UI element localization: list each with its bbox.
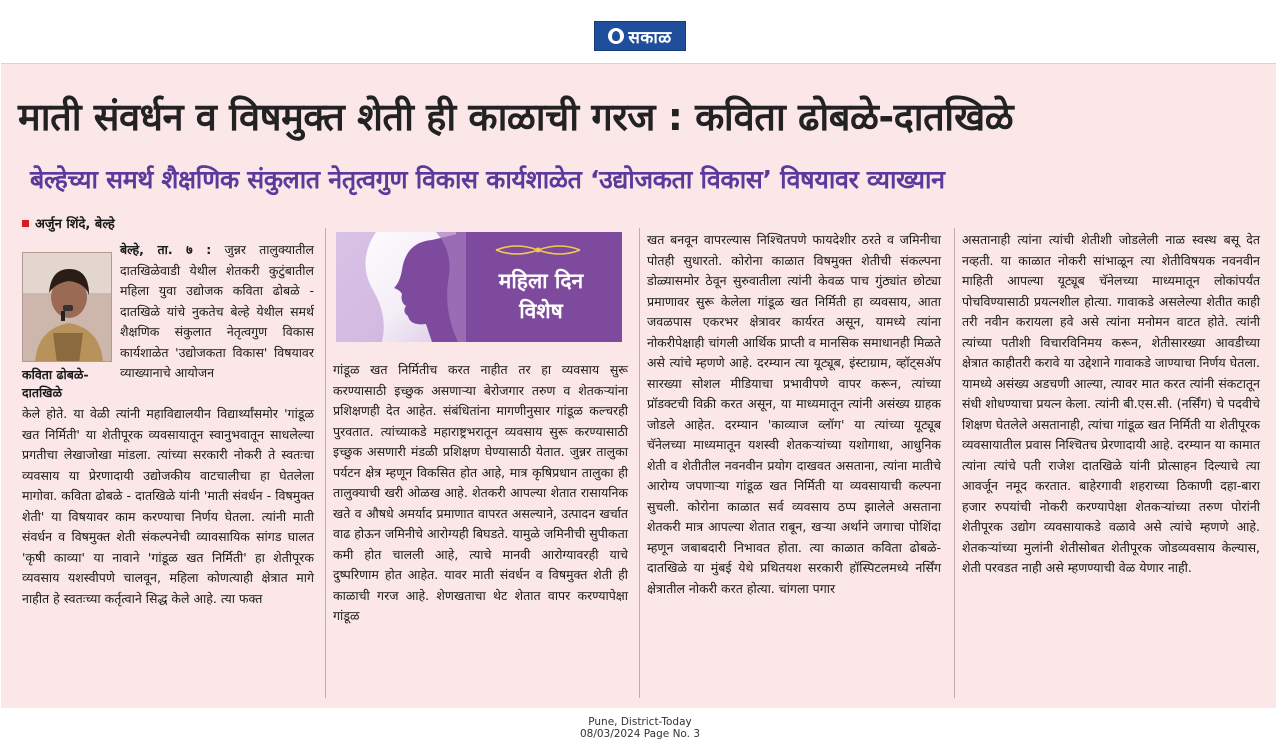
woman-profile-icon: [336, 232, 466, 342]
ornament-icon: [494, 242, 582, 258]
page-footer: [0, 716, 1280, 740]
article-col4: असतानाही त्यांना त्यांची शेतीशी जोडलेली नाळ स्वस्थ बसू देत नव्हती. या काळात नोकरी सांभाळून त्या शेतीविषयक नवनवीन माहिती आपल्या यूट्यूब चॅनेलच्या माध्यमातून लोकांपर्यंत पोचविण्यासाठी प्रयत्नशील होत्या. गावाकडे असलेल्या शेतीत काही तरी नवीन करायला हवे असे त्यांना मनोमन वाटत होते. त्यांनी त्यांच्या पतीशी विचारविनिमय करून, शेतीसारख्या आवडीच्या क्षेत्रात काहीतरी करावे या उद्देशाने गावाकडे जाण्याचा निर्णय घेतला. यामध्ये असंख्य अडचणी आल्या, त्यावर मात करत त्यांनी संकटातून संधी शोधण्याचा प्रयत्न केला. त्यांनी बी.एस.सी. (नर्सिंग) चे पदवीचे शिक्षण घेतलेले असतानाही, त्यांचा गांडूळ खत निर्मिती या शेतीपूरक व्यवसायातील प्रवास निश्चितच प्रेरणादायी आहे. दरम्यान या कामात त्यांना त्यांचे पती राजेश दातखिळे यांनी प्रोत्साहन दिल्याचे त्या आवर्जून नमूद करतात. बाहेरगावी शहराच्या ठिकाणी दहा-बारा हजार रुपयांची नोकरी करण्यापेक्षा शेतकऱ्यांच्या तरुण पोरांनी शेतीपूरक उद्योग व्यवसायाकडे वळावे असे त्यांचे म्हणणे आहे. शेतकऱ्यांच्या मुलांनी शेतीसोबत शेतीपूरक जोडव्यवसाय केल्यास, शेती परवडत नाही असे म्हणण्याची वेळ येणार नाही.: [962, 232, 1260, 575]
footer-edition: Pune, District-Today: [588, 716, 692, 728]
article-col1-body: केले होते. या वेळी त्यांनी महाविद्यालयीन विद्यार्थ्यांसमोर 'गांडूळ खत निर्मिती' या शेतीपूरक व्यवसायातून स्वानुभवातून साधलेल्या प्रगतीचा लेखाजोखा मांडला. त्यांच्या सरकारी नोकरी ते स्वतःचा व्यवसाय या प्रेरणादायी उद्योजकीय वाटचालीचा हा घेतलेला मागोवा. कविता ढोबळे - दातखिळे यांनी 'माती संवर्धन - विषमुक्त शेती' या विषयावर काम करण्याचा निर्णय घेतला. त्यांनी माती संवर्धन व विषमुक्त शेती संकल्पनेची व्यावसायिक सांगड घालत 'कृषी काव्या' या नावाने 'गांडूळ खत निर्मिती' हा शेतीपूरक व्यवसाय यशस्वीपणे चालवून, महिला कोणत्याही क्षेत्रात मागे नाहीत हे स्वतःच्या कर्तृत्वाने सिद्ध केले आहे. त्या फक्त: [22, 406, 314, 606]
footer-date-page: 08/03/2024 Page No. 3: [579, 728, 701, 740]
article-col3: खत बनवून वापरल्यास निश्चितपणे फायदेशीर ठरते व जमिनीचा पोतही सुधारतो. कोरोना काळात विषमुक्त शेतीची संकल्पना डोळ्यासमोर ठेवून सुरुवातीला त्यांनी केवळ पाच गुंठ्यांत छोट्या प्रमाणावर सुरू केलेला गांडूळ खत निर्मिती हा व्यवसाय, आता जवळपास एकरभर क्षेत्रावर कार्यरत असून, यामध्ये त्यांना नोकरीपेक्षाही चांगली आर्थिक प्राप्ती व मानसिक समाधानही मिळते असे त्यांचे म्हणणे आहे. दरम्यान त्या यूट्यूब, इंस्टाग्राम, व्हॉट्सॲप सारख्या सोशल मीडियाचा प्रभावीपणे वापर करून, त्यांच्या प्रॉडक्टची विक्री करत असून, या माध्यमातून त्यांनी असंख्य ग्राहक जोडले आहेत. दरम्यान 'काव्याज व्लॉग' या त्यांच्या यूट्यूब चॅनेलच्या माध्यमातून यशस्वी शेतकऱ्यांच्या यशोगाथा, आधुनिक शेती व शेतीतील नवनवीन प्रयोग दाखवत असताना, त्यांना मातीचे आरोग्य जपणाऱ्या गांडूळ खत निर्मिती या व्यवसायाची कल्पना सुचली. कोरोना काळात सर्व व्यवसाय ठप्प झालेले असताना शेतकरी मात्र आपल्या शेतात राबून, खऱ्या अर्थाने जगाचा पोशिंदा म्हणून जबाबदारी निभावत होता. त्या काळात कविता ढोबळे-दातखिळे या मुंबई येथे प्रथितयश सरकारी हॉस्पिटलमध्ये नर्सिंग क्षेत्रातील नोकरी करत होत्या. चांगला पगार: [647, 232, 941, 596]
photo-caption: कविता ढोबळे-दातखिळे: [22, 367, 89, 400]
sakal-logo[interactable]: [594, 21, 686, 51]
byline: [22, 214, 115, 232]
sakal-logo-text: सकाळ: [628, 27, 672, 48]
col1-intro-text: जुन्नर तालुक्यातील दातखिळेवाडी येथील शेतकरी कुटुंबातील महिला युवा उद्योजक कविता ढोबळे - दातखिळे यांचे नुकतेच बेल्हे येथील समर्थ शैक्षणिक संकुलात नेतृत्वगुण विकास कार्यशाळेत 'उद्योजकता विकास' विषयावर व्याख्यानाचे आयोजन: [120, 242, 314, 380]
byline-square-icon: [22, 220, 29, 227]
womens-day-title: महिला दिन विशेष: [498, 269, 584, 323]
article-col2: गांडूळ खत निर्मितीच करत नाहीत तर हा व्यवसाय सुरू करण्यासाठी इच्छुक असणाऱ्या बेरोजगार तरुण व शेतकऱ्यांना प्रशिक्षणही देत आहेत. संबंधितांना मागणीनुसार गांडूळ कल्चरही पुरवतात. त्यांच्याकडे महाराष्ट्रभरातून व्यवसाय सुरू करण्यासाठी इच्छुक असणारी मंडळी प्रशिक्षण घेण्यासाठी येतात. जुन्नर तालुका पर्यटन क्षेत्र म्हणून विकसित होत आहे, मात्र कृषिप्रधान तालुका ही तालुक्याची खरी ओळख आहे. शेतकरी आपल्या शेतात रासायनिक खते व औषधे अमर्याद प्रमाणात वापरत असल्याने, उत्पादन खर्चात वाढ होऊन जमिनीचे आरोग्यही बिघडते. यामुळे जमिनीची सुपीकता कमी होत चालली आहे, त्याचे मानवी आरोग्यावरही याचे दुष्परिणाम होत आहेत. यावर माती संवर्धन व विषमुक्त शेती ही काळाची गरज आहे. शेणखताचा थेट शेतात वापर करण्यापेक्षा गांडूळ: [333, 362, 628, 623]
author-photo: [22, 252, 112, 362]
column-divider: [954, 228, 955, 698]
womens-day-banner: [336, 232, 622, 342]
dateline: बेल्हे, ता. ७ :: [120, 242, 212, 257]
article-col1-intro: [120, 240, 314, 384]
sakal-logo-icon: [608, 28, 624, 44]
article-subheadline: बेल्हेच्या समर्थ शैक्षणिक संकुलात नेतृत्वगुण विकास कार्यशाळेत ‘उद्योजकता विकास’ विषयावर व्याख्यान: [30, 165, 945, 194]
article-headline: माती संवर्धन व विषमुक्त शेती ही काळाची गरज : कविता ढोबळे-दातखिळे: [18, 95, 1014, 139]
masthead: [0, 0, 1280, 62]
column-divider: [639, 228, 640, 698]
column-divider: [325, 228, 326, 698]
byline-author: अर्जुन शिंदे, बेल्हे: [35, 217, 115, 232]
author-photo-image: [23, 253, 112, 362]
